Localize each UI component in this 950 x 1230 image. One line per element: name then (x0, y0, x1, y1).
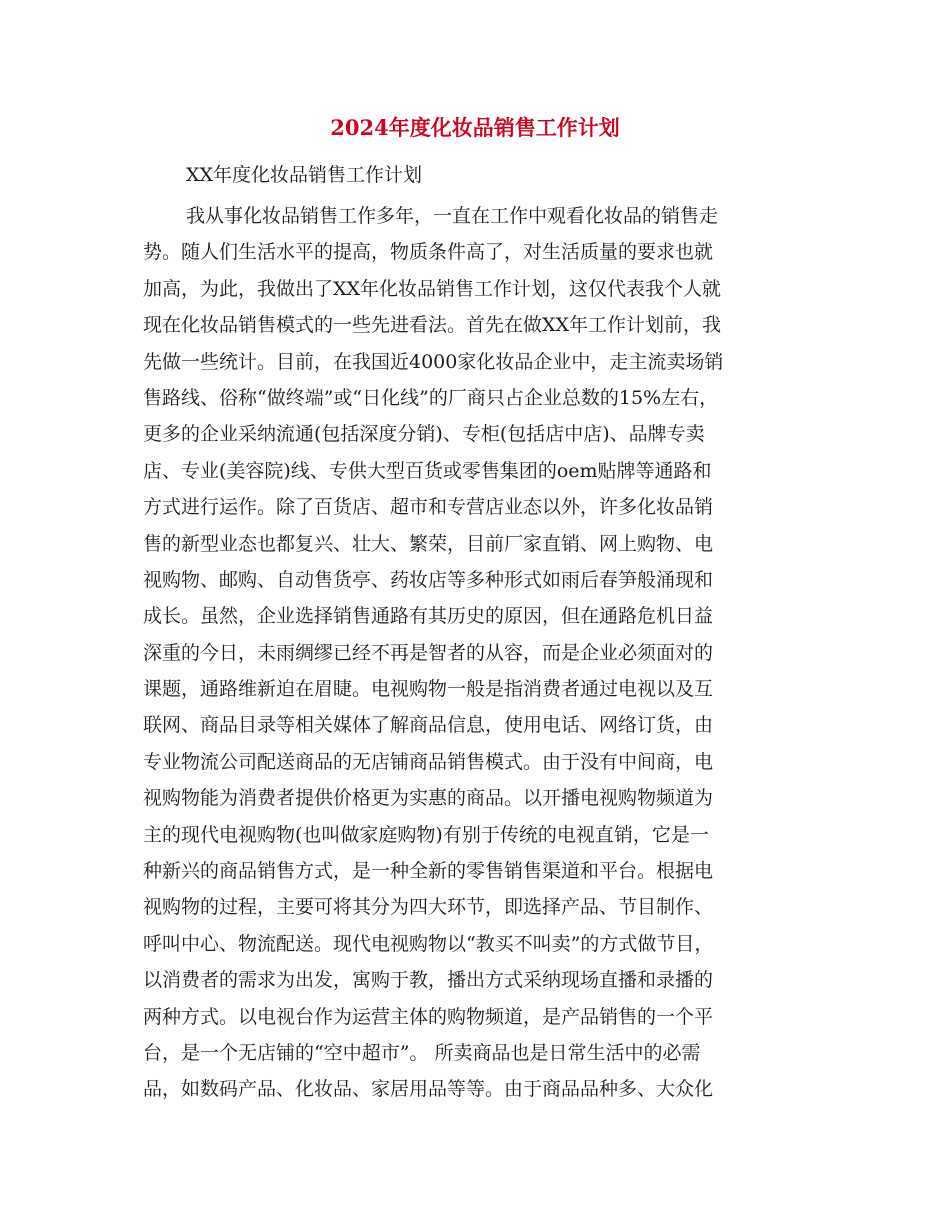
text-line: 视购物的过程，主要可将其分为四大环节，即选择产品、节目制作、 (143, 896, 714, 919)
text-line: 售路线、俗称“做终端”或“日化线”的厂商只占企业总数的15%左右， (143, 386, 719, 409)
text-line: 深重的今日，未雨绸缪已经不再是智者的从容，而是企业必须面对的 (143, 641, 714, 664)
document-subtitle: XX年度化妆品销售工作计划 (186, 164, 423, 186)
text-line: 我从事化妆品销售工作多年，一直在工作中观看化妆品的销售走 (186, 205, 719, 227)
text-line: 品，如数码产品、化妆品、家居用品等等。由于商品品种多、大众化 (143, 1078, 714, 1101)
text-line: 视购物、邮购、自动售货亭、药妆店等多种形式如雨后春笋般涌现和 (143, 568, 714, 591)
text-line: 课题，通路维新迫在眉睫。电视购物一般是指消费者通过电视以及互 (143, 678, 714, 701)
text-line: 呼叫中心、物流配送。现代电视购物以“教买不叫卖”的方式做节目， (143, 932, 714, 955)
text-line: 现在化妆品销售模式的一些先进看法。首先在做XX年工作计划前，我 (143, 314, 722, 337)
text-line: 主的现代电视购物(也叫做家庭购物)有别于传统的电视直销，它是一 (143, 823, 709, 846)
text-line: 售的新型业态也都复兴、壮大、繁荣，目前厂家直销、网上购物、电 (143, 532, 714, 555)
text-line: 势。随人们生活水平的提高，物质条件高了，对生活质量的要求也就 (143, 241, 714, 264)
text-line: 视购物能为消费者提供价格更为实惠的商品。以开播电视购物频道为 (143, 787, 714, 810)
text-line: 加高，为此，我做出了XX年化妆品销售工作计划，这仅代表我个人就 (143, 277, 722, 300)
text-line: 以消费者的需求为出发，寓购于教，播出方式采纳现场直播和录播的 (143, 969, 714, 992)
text-line: 台，是一个无店铺的“空中超市”。 所卖商品也是日常生活中的必需 (143, 1041, 701, 1064)
page-title: 2024年度化妆品销售工作计划 (330, 115, 620, 140)
text-line: 更多的企业采纳流通(包括深度分销)、专柜(包括店中店)、品牌专卖 (143, 423, 705, 446)
body-text (143, 198, 833, 1108)
text-line: 成长。虽然，企业选择销售通路有其历史的原因，但在通路危机日益 (143, 605, 714, 628)
text-line: 种新兴的商品销售方式，是一种全新的零售销售渠道和平台。根据电 (143, 860, 714, 883)
text-line: 专业物流公司配送商品的无店铺商品销售模式。由于没有中间商，电 (143, 750, 714, 773)
text-line: 两种方式。以电视台作为运营主体的购物频道，是产品销售的一个平 (143, 1005, 714, 1028)
text-line: 方式进行运作。除了百货店、超市和专营店业态以外，许多化妆品销 (143, 496, 714, 519)
text-line: 先做一些统计。目前，在我国近4000家化妆品企业中，走主流卖场销 (143, 350, 724, 373)
text-line: 店、专业(美容院)线、专供大型百货或零售集团的oem贴牌等通路和 (143, 459, 712, 482)
text-line: 联网、商品目录等相关媒体了解商品信息，使用电话、网络订货，由 (143, 714, 714, 737)
